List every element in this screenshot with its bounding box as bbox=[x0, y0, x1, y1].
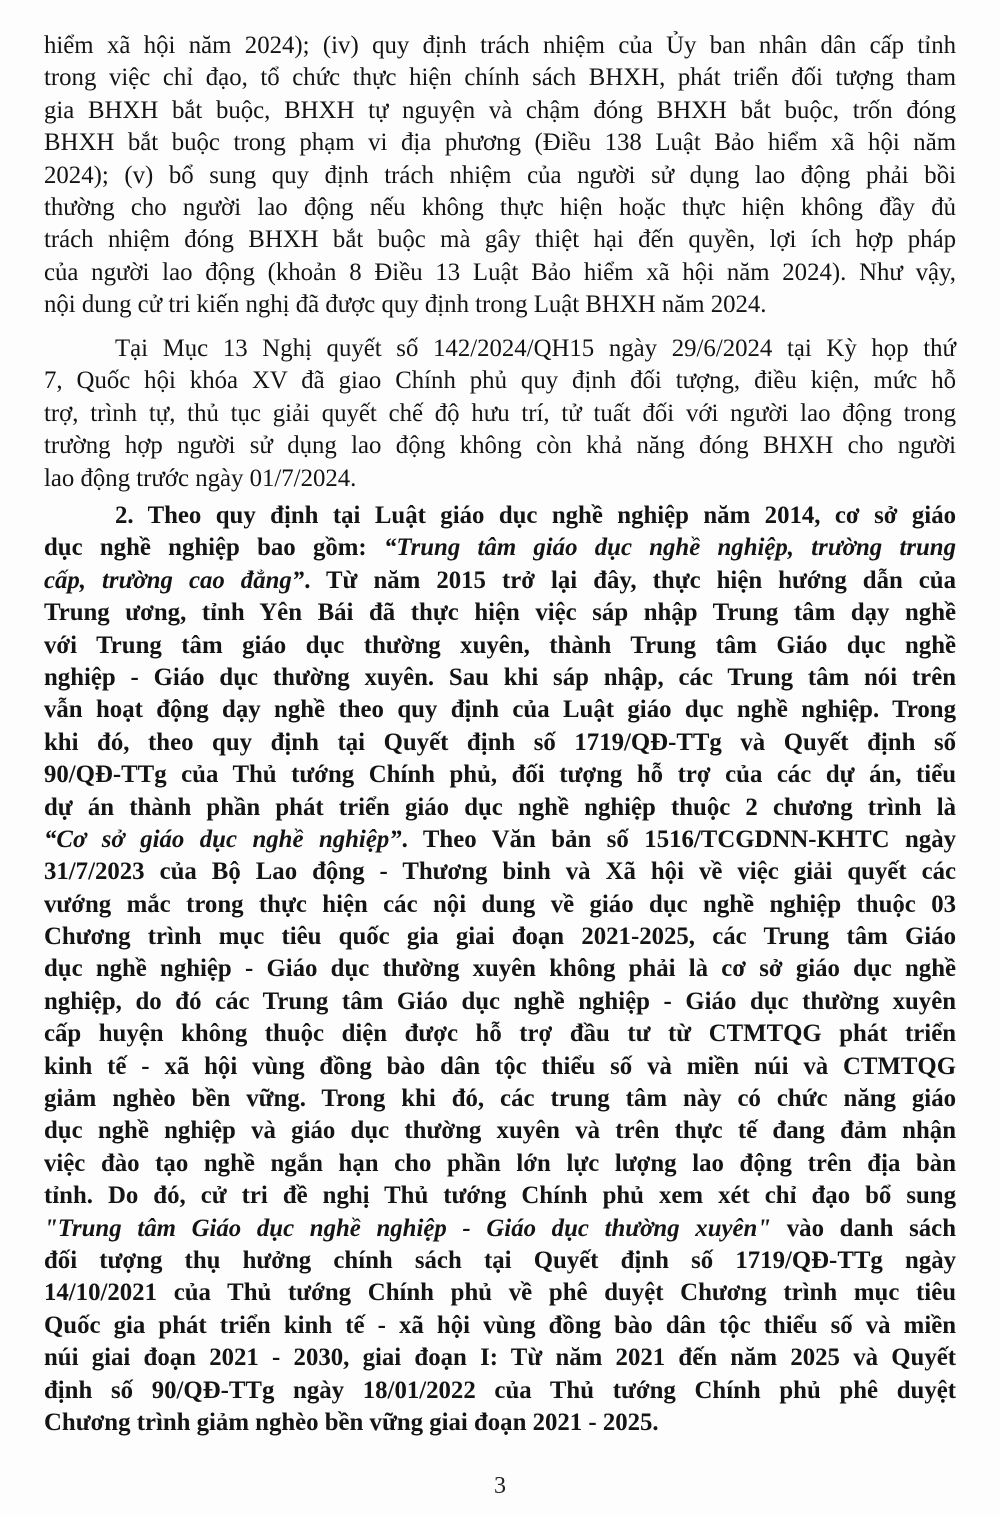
text-line: "Trung tâm Giáo dục nghề nghiệp - Giáo dục thường xuyên" vào danh sách bbox=[44, 1214, 956, 1242]
text-line: kinh tế - xã hội vùng đồng bào dân tộc thiểu số và miền núi và CTMTQG bbox=[44, 1052, 956, 1080]
text-line: hiểm xã hội năm 2024); (iv) quy định trách nhiệm của Ủy ban nhân dân cấp tỉnh bbox=[44, 32, 956, 59]
text-line: Quốc gia phát triển kinh tế - xã hội vùng đồng bào dân tộc thiểu số và miền bbox=[44, 1311, 956, 1339]
text-line: của người lao động (khoản 8 Điều 13 Luật Bảo hiểm xã hội năm 2024). Như vậy, bbox=[44, 258, 956, 286]
text-line: trường hợp người sử dụng lao động không còn khả năng đóng BHXH cho người bbox=[44, 432, 956, 460]
text-line: 2024); (v) bổ sung quy định trách nhiệm của người sử dụng lao động phải bồi bbox=[44, 161, 956, 189]
text-line: thường cho người lao động nếu không thực hiện hoặc thực hiện không đầy đủ bbox=[44, 193, 956, 221]
text-line: núi giai đoạn 2021 - 2030, giai đoạn I: Từ năm 2021 đến năm 2025 và Quyết bbox=[44, 1344, 956, 1372]
text-line: Trung ương, tỉnh Yên Bái đã thực hiện việc sáp nhập Trung tâm dạy nghề bbox=[44, 599, 956, 627]
text-line: giảm nghèo bền vững. Trong khi đó, các trung tâm này có chức năng giáo bbox=[44, 1085, 956, 1113]
text-line: 90/QĐ-TTg của Thủ tướng Chính phủ, đối tượng hỗ trợ của các dự án, tiểu bbox=[44, 761, 956, 789]
text-line: 2. Theo quy định tại Luật giáo dục nghề nghiệp năm 2014, cơ sở giáo bbox=[115, 502, 956, 529]
text-line: vẫn hoạt động dạy nghề theo quy định của Luật giáo dục nghề nghiệp. Trong bbox=[44, 696, 956, 724]
text-line: 14/10/2021 của Thủ tướng Chính phủ về phê duyệt Chương trình mục tiêu bbox=[44, 1279, 956, 1307]
text-line: “Cơ sở giáo dục nghề nghiệp”. Theo Văn bản số 1516/TCGDNN-KHTC ngày bbox=[44, 825, 956, 853]
text-line: 7, Quốc hội khóa XV đã giao Chính phủ quy định đối tượng, điều kiện, mức hỗ bbox=[44, 367, 956, 395]
text-line: khi đó, theo quy định tại Quyết định số 1719/QĐ-TTg và Quyết định số bbox=[44, 728, 956, 756]
text-line: trong việc chỉ đạo, tổ chức thực hiện chính sách BHXH, phát triển đối tượng tham bbox=[44, 64, 956, 92]
text-line: Chương trình mục tiêu quốc gia giai đoạn 2021-2025, các Trung tâm Giáo bbox=[44, 923, 956, 951]
text-line: cấp huyện không thuộc diện được hỗ trợ đầu tư từ CTMTQG phát triển bbox=[44, 1020, 956, 1048]
text-line: dục nghề nghiệp bao gồm: “Trung tâm giáo dục nghề nghiệp, trường trung bbox=[44, 534, 956, 562]
text-line: Chương trình giảm nghèo bền vững giai đoạn 2021 - 2025. bbox=[44, 1408, 659, 1436]
text-line: trách nhiệm đóng BHXH bắt buộc mà gây thiệt hại đến quyền, lợi ích hợp pháp bbox=[44, 226, 956, 254]
text-line: dục nghề nghiệp và giáo dục thường xuyên và trên thực tế đang đảm nhận bbox=[44, 1117, 956, 1145]
text-line: trợ, trình tự, thủ tục giải quyết chế độ hưu trí, tử tuất đối với người lao động trong bbox=[44, 399, 956, 427]
text-line: gia BHXH bắt buộc, BHXH tự nguyện và chậm đóng BHXH bắt buộc, trốn đóng bbox=[44, 96, 956, 124]
text-line: nội dung cử tri kiến nghị đã được quy định trong Luật BHXH năm 2024. bbox=[44, 291, 767, 319]
text-line: 31/7/2023 của Bộ Lao động - Thương binh và Xã hội về việc giải quyết các bbox=[44, 858, 956, 886]
text-line: nghiệp - Giáo dục thường xuyên. Sau khi sáp nhập, các Trung tâm nói trên bbox=[44, 663, 956, 691]
text-line: cấp, trường cao đẳng”. Từ năm 2015 trở lại đây, thực hiện hướng dẫn của bbox=[44, 566, 956, 594]
text-line: Tại Mục 13 Nghị quyết số 142/2024/QH15 ngày 29/6/2024 tại Kỳ họp thứ bbox=[115, 335, 956, 362]
section-2-vocational-education bbox=[44, 500, 956, 1439]
text-line: với Trung tâm giáo dục thường xuyên, thành Trung tâm Giáo dục nghề bbox=[44, 631, 956, 659]
paragraph-social-insurance-continuation bbox=[44, 30, 956, 322]
text-line: đối tượng thụ hưởng chính sách tại Quyết định số 1719/QĐ-TTg ngày bbox=[44, 1246, 956, 1274]
page-number: 3 bbox=[494, 1473, 506, 1499]
text-line: vướng mắc trong thực hiện các nội dung về giáo dục nghề nghiệp thuộc 03 bbox=[44, 890, 956, 918]
text-line: BHXH bắt buộc trong phạm vi địa phương (Điều 138 Luật Bảo hiểm xã hội năm bbox=[44, 129, 956, 157]
text-line: định số 90/QĐ-TTg ngày 18/01/2022 của Thủ tướng Chính phủ phê duyệt bbox=[44, 1376, 956, 1404]
text-line: tỉnh. Do đó, cử tri đề nghị Thủ tướng Chính phủ xem xét chỉ đạo bổ sung bbox=[44, 1182, 956, 1210]
text-line: lao động trước ngày 01/7/2024. bbox=[44, 464, 357, 492]
text-line: dục nghề nghiệp - Giáo dục thường xuyên không phải là cơ sở giáo dục nghề bbox=[44, 955, 956, 983]
text-line: việc đào tạo nghề ngắn hạn cho phần lớn lực lượng lao động trên địa bàn bbox=[44, 1149, 956, 1177]
text-line: nghiệp, do đó các Trung tâm Giáo dục nghề nghiệp - Giáo dục thường xuyên bbox=[44, 987, 956, 1015]
text-line: dự án thành phần phát triển giáo dục nghề nghiệp thuộc 2 chương trình là bbox=[44, 793, 956, 821]
paragraph-resolution-142 bbox=[44, 333, 956, 495]
